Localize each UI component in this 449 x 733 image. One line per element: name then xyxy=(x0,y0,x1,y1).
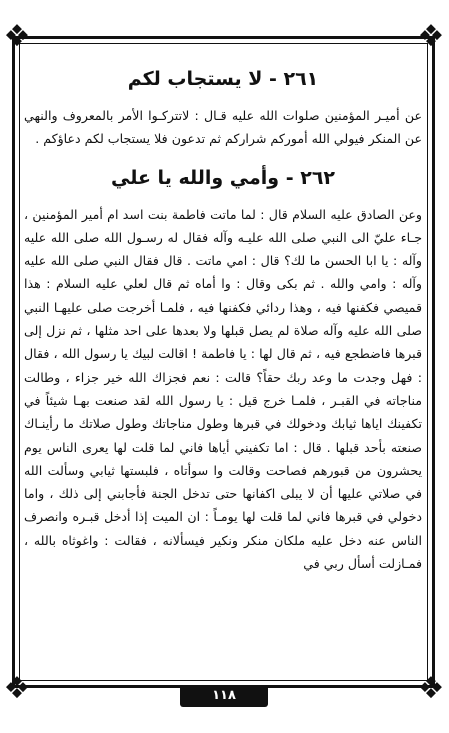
corner-ornament-icon: ❖ xyxy=(417,671,445,706)
corner-ornament-icon: ❖ xyxy=(3,19,31,54)
corner-ornament-icon: ❖ xyxy=(417,19,445,54)
corner-ornament-icon: ❖ xyxy=(3,671,31,706)
section-paragraph: عن أميـر المؤمنين صلوات الله عليه قـال : لاتتركـوا الأمر بالمعروف والنهي عن المنكر فيولي الله أموركم شراركم ثم تدعون فلا يستجاب لكم دعاؤكم . xyxy=(24,108,422,147)
section-paragraph: وعن الصادق عليه السلام قال : لما ماتت فاطمة بنت اسد ام أمير المؤمنين ، جـاء عليّ الى النبي صلى الله عليـه وآله فقال له رسـول الله صلى الله عليه وآله : يا ابا الحسن ما لك؟ قال : امي ماتت . قال فقال النبي صلى الله عليه وآله : وامي والله . ثم بكى وقال : وا أماه ثم قال لعلي عليه السلام : هذا قميصي فكفنها فيه ، وهذا ردائي فكفنها فيه ، فلمـا أخرجت صلى عليهـا النبي صلى الله عليه وآله صلاة لم يصل قبلها ولا بعدها على احد مثلها ، ثم نزل إلى قبرها فاضطجع فيه ، ثم قال لها : يا فاطمة ! اقالت لبيك يا رسول الله ، فقال : فهل وجدت ما وعد ربك حقاً؟ قالت : نعم فجزاك الله خير جزاء ، وطالت مناجاته في القبـر ، فلمـا خرج قيل : يا رسول الله لقد صنعت بهـا شيئاً في تكفينك اياها ثيابك ودخولك في قبرها وطول مناجاتك وطول صلاتك ما رأينـاك صنعته بأحد قبلها . قال : اما تكفيني أياها فاني لما قلت لها يعرى الناس يوم يحشرون من قبورهم فصاحت وقالت وا سوأتاه ، فلبستها ثيابي وسألت الله في صلاتي عليها أن لا يبلى اكفانها حتى تدخل الجنة فأجابني إلى ذلك ، واما دخولي في قبرها فاني لما قلت لها يومـاً : ان الميت إذا أدخل قبـره وانصرف الناس عنه دخل عليه ملكان منكر ونكير فيسألانه ، فقالت : واغوثاه بالله ، فمـازلت أسأل ربي في xyxy=(24,206,422,572)
section-title: ٢٦١ - لا يستجاب لكم xyxy=(127,68,319,90)
page-content xyxy=(24,64,422,575)
page-number: ١١٨ xyxy=(180,685,268,707)
section-title: ٢٦٢ - وأمي والله يا علي xyxy=(110,166,336,189)
